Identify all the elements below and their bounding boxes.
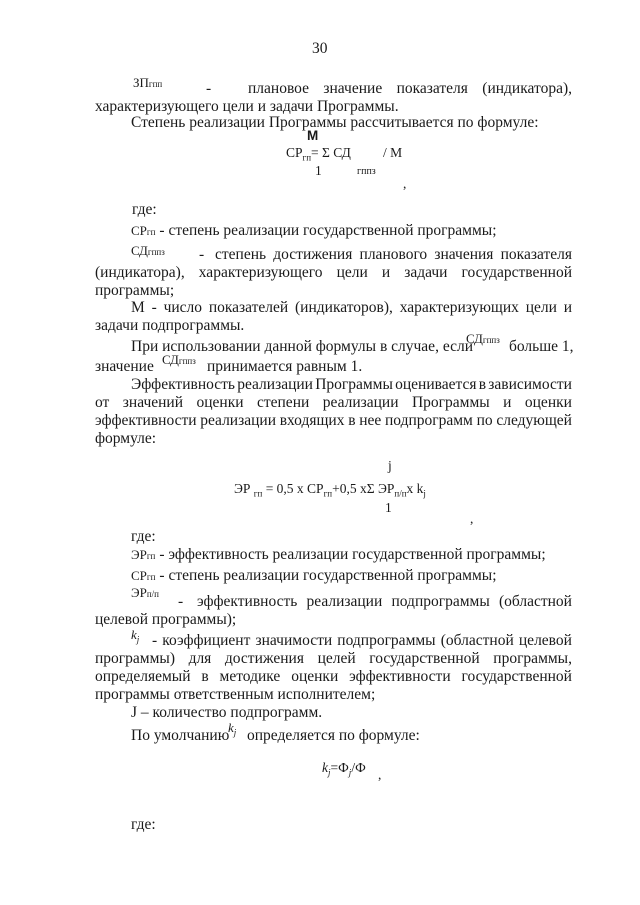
p4-line3: эффективности реализации входящих в нее подпрограмм по следующей [95, 412, 572, 429]
formula1-comma: , [403, 176, 407, 191]
erp-line2: целевой программы); [95, 611, 237, 628]
formula2-comma: , [470, 511, 474, 526]
cp-def: СРгп - степень реализации государственной программы; [131, 222, 497, 239]
p5-pre: По умолчанию [131, 727, 230, 744]
k-symbol: $k_j$ [131, 627, 140, 645]
formula1-lower: 1 [315, 163, 322, 178]
k-line3: определяемый в методике оценки эффективности государственной [95, 668, 572, 685]
where2-label: где: [131, 528, 156, 545]
formula1-term-sub: гппз [357, 166, 376, 177]
formula1-main: $СР_{гп}= \Sigma$ СД [286, 145, 351, 163]
formula3-comma: , [378, 767, 382, 782]
p4-line1: Эффективность реализации Программы оценивается в зависимости [131, 376, 572, 393]
cd-dash: - [199, 246, 205, 263]
cp-def-2: СРгп - степень реализации государственной программы; [131, 567, 497, 584]
erp-line1: эффективность реализации подпрограммы (областной [197, 593, 572, 610]
k-line1: - коэффициент значимости подпрограммы (областной целевой [152, 632, 572, 649]
formula2-lower: 1 [385, 500, 392, 515]
p3-symbol-1: СДгппз [466, 331, 500, 346]
erp-dash: - [178, 593, 184, 610]
m-line2: задачи подпрограммы. [95, 317, 245, 334]
where3-label: где: [131, 816, 156, 833]
formula2-upper: j [388, 458, 392, 473]
word: (индикатора), [482, 80, 572, 97]
word: плановое [248, 80, 309, 97]
word: показателя [396, 80, 468, 97]
p3-line1-pre: При использовании данной формулы в случае, если [131, 338, 473, 355]
erp-symbol: ЭРп/п [131, 585, 159, 600]
cd-line2: (индикатора), характеризующего цели и задачи государственной [95, 264, 572, 281]
cd-symbol: СДгппз [131, 243, 165, 258]
p4-line2: от значений оценки степени реализации Программы и оценки [95, 394, 572, 411]
formula1-upper: M [307, 128, 319, 143]
j-line: J – количество подпрограмм. [131, 704, 323, 721]
cd-line3: программы; [95, 282, 175, 299]
p2-text: Степень реализации Программы рассчитывается по формуле: [131, 114, 539, 131]
p3-symbol-2: СДгппз [162, 352, 196, 367]
formula1-slash: / M [383, 145, 403, 160]
p5-symbol: $k_j$ [228, 720, 237, 738]
p1-line1 [248, 80, 572, 98]
er-def: ЭРгп - эффективность реализации государственной программы; [131, 546, 546, 563]
p3-line2-post: принимается равным 1. [207, 358, 363, 375]
k-line4: программы ответственным исполнителем; [95, 686, 376, 703]
dash: - [206, 80, 212, 97]
word: значение [323, 80, 383, 97]
symbol-zp: ЗПгпп [133, 75, 163, 90]
formula3: $k_j=Ф_j/Ф$ [322, 760, 366, 778]
where1-label: где: [132, 201, 157, 218]
p1-line2: характеризующего цели и задачи Программы. [95, 98, 399, 115]
page-number: 30 [312, 40, 328, 57]
p3-line1-post: больше 1, [509, 338, 574, 355]
formula2-main: ЭР $_{гп}$ = 0,5 x $СР_{гп}+0,5$ xΣ $ЭР_{п/п}x$ $k_j$ [234, 481, 426, 499]
p4-line4: формуле: [95, 430, 157, 447]
p3-line2-pre: значение [95, 358, 154, 375]
k-line2: программы) для достижения целей государственной программы, [95, 650, 572, 667]
m-line1: М - число показателей (индикаторов), характеризующих цели и [131, 299, 572, 316]
p5-post: определяется по формуле: [247, 727, 420, 744]
cd-line1: степень достижения планового значения показателя [215, 246, 572, 263]
